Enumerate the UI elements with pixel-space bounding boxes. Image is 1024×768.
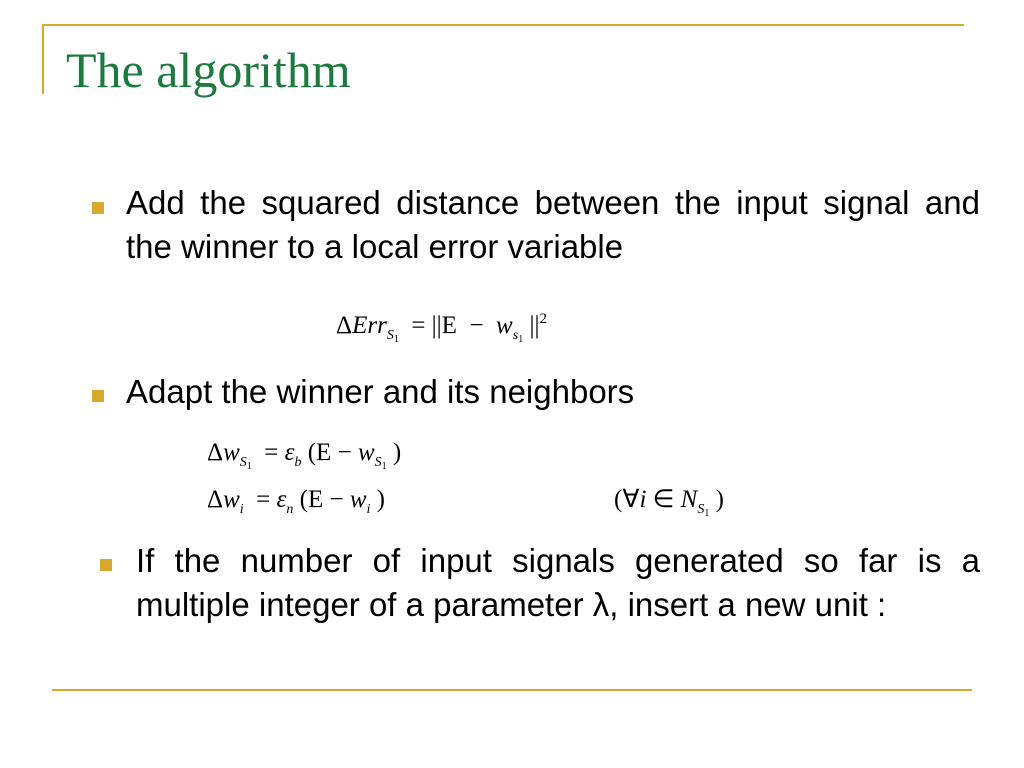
bullet-text-1: Add the squared distance between the input signal and the winner to a local error variable [126,184,980,265]
bullet-marker-1 [92,202,104,214]
bullet-marker-3 [100,559,112,571]
slide-title: The algorithm [66,42,351,98]
equation-neighbor-update: $\Delta w_i = \varepsilon_n$ ($E - w_i$ ) [207,486,385,517]
slide-frame-left-rule [42,24,44,94]
equation-error-update: $\Delta Err_{S_1} = ||E - w_{s_1}$ $||^2$ [336,311,547,345]
slide-frame-bottom-rule [52,689,972,691]
bullet-marker-2 [92,390,104,402]
equation-neighbor-condition: (∀i ∈ $N_{S_1}$ ) [614,486,724,519]
slide-frame-top-rule [42,24,964,26]
equation-winner-update: $\Delta w_{S_1} = \varepsilon_b$ ($E - w_{S_1}$ ) [207,439,402,472]
bullet-text-3: If the number of input signals generated so far is a multiple integer of a parameter λ, insert a new unit : [136,542,980,623]
bullet-text-2: Adapt the winner and its neighbors [126,373,635,410]
